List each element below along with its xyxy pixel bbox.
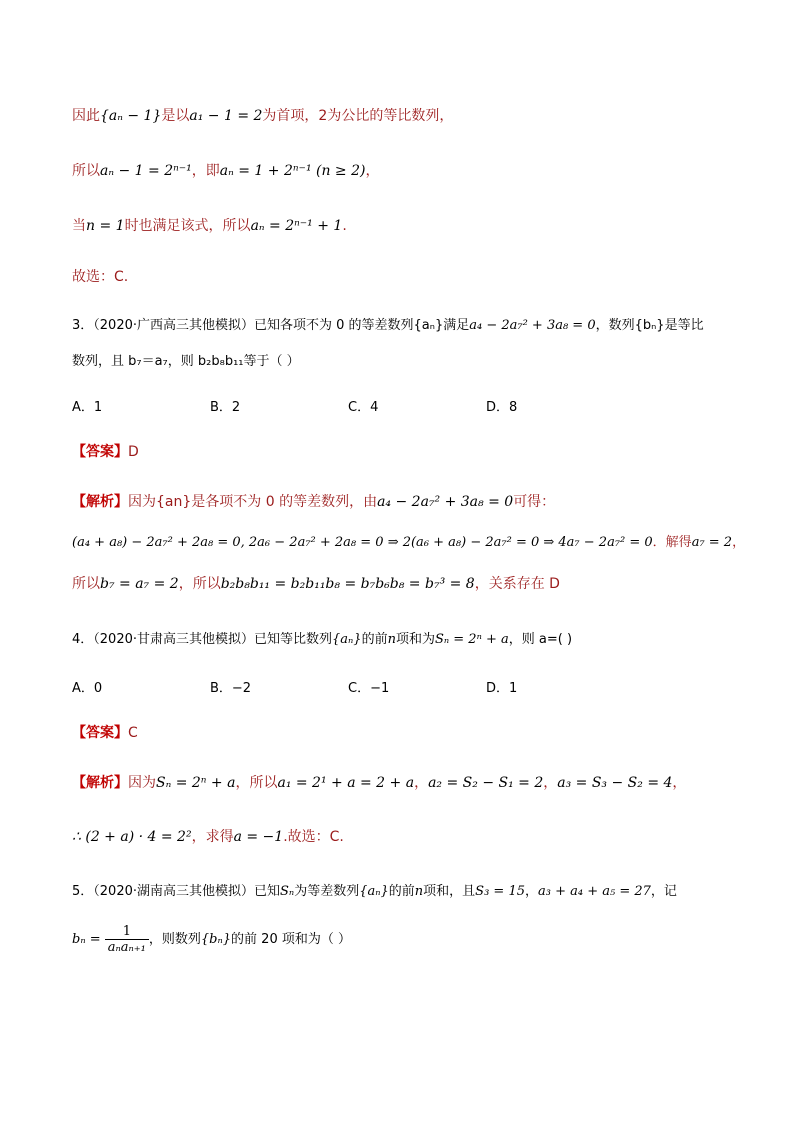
q3-stem-line-2: 数列，且 b₇＝a₇，则 b₂b₈b₁₁等于（ ）	[72, 354, 300, 369]
q4-option-b[interactable]: B．−2	[210, 681, 252, 696]
q3-option-d[interactable]: D．8	[486, 400, 518, 415]
answer-tag: 【答案】	[72, 444, 128, 460]
q4-option-d[interactable]: D．1	[486, 681, 518, 696]
analysis-tag: 【解析】	[72, 775, 128, 791]
q4-answer: 【答案】C	[72, 725, 138, 741]
q5-stem-line-1: 5．（2020·湖南高三其他模拟）已知Sₙ为等差数列{aₙ}的前n项和，且S₃ = 15，a₃ + a₄ + a₅ = 27，记	[72, 884, 677, 899]
prev-solution-line-3: 当n = 1时也满足该式，所以aₙ = 2ⁿ⁻¹ + 1.	[72, 218, 347, 234]
q3-analysis-line-2: (a₄ + a₈) − 2a₇² + 2a₈ = 0, 2a₆ − 2a₇² + 2a₈ = 0 ⇒ 2(a₆ + a₈) − 2a₇² = 0 ⇒ 4a₇ − 2a₇² = 0．解得a₇ = 2，	[72, 535, 746, 550]
answer-tag: 【答案】	[72, 725, 128, 741]
analysis-tag: 【解析】	[72, 494, 128, 510]
q4-option-a[interactable]: A．0	[72, 681, 103, 696]
q3-analysis-line-3: 所以b₇ = a₇ = 2，所以b₂b₈b₁₁ = b₂b₁₁b₈ = b₇b₆b₈ = b₇³ = 8，关系存在 D	[72, 576, 560, 592]
q3-option-b[interactable]: B．2	[210, 400, 241, 415]
q4-option-c[interactable]: C．−1	[348, 681, 390, 696]
q3-stem-line-1: 3．（2020·广西高三其他模拟）已知各项不为 0 的等差数列{aₙ}满足a₄ − 2a₇² + 3a₈ = 0，数列{bₙ}是等比	[72, 318, 704, 333]
prev-solution-line-1: 因此{aₙ − 1}是以a₁ − 1 = 2为首项，2为公比的等比数列，	[72, 108, 454, 124]
q4-stem-line-1: 4．（2020·甘肃高三其他模拟）已知等比数列{aₙ}的前n项和为Sₙ = 2ⁿ + a，则 a=( )	[72, 632, 573, 647]
prev-solution-conclusion: 故选：C.	[72, 269, 129, 285]
q3-option-a[interactable]: A．1	[72, 400, 103, 415]
q5-stem-line-2: bₙ = $\frac{1}{\text{aₙaₙ₊₁}}$ ，则数列{bₙ}的前 20 项和为（ ）	[72, 924, 351, 955]
q4-analysis-line-2: ∴ (2 + a) · 4 = 2²，求得a = −1.故选：C.	[72, 829, 344, 845]
prev-solution-line-2: 所以aₙ − 1 = 2ⁿ⁻¹，即aₙ = 1 + 2ⁿ⁻¹ (n ≥ 2)，	[72, 163, 380, 179]
q3-option-c[interactable]: C．4	[348, 400, 379, 415]
q3-answer: 【答案】D	[72, 444, 139, 460]
q3-analysis-line-1: 【解析】因为{an}是各项不为 0 的等差数列，由a₄ − 2a₇² + 3a₈ = 0可得：	[72, 494, 556, 510]
fraction: $\frac{1}{\text{aₙaₙ₊₁}}$	[105, 924, 149, 955]
q4-analysis-line-1: 【解析】因为Sₙ = 2ⁿ + a，所以a₁ = 2¹ + a = 2 + a，a₂ = S₂ − S₁ = 2，a₃ = S₃ − S₂ = 4，	[72, 775, 687, 791]
